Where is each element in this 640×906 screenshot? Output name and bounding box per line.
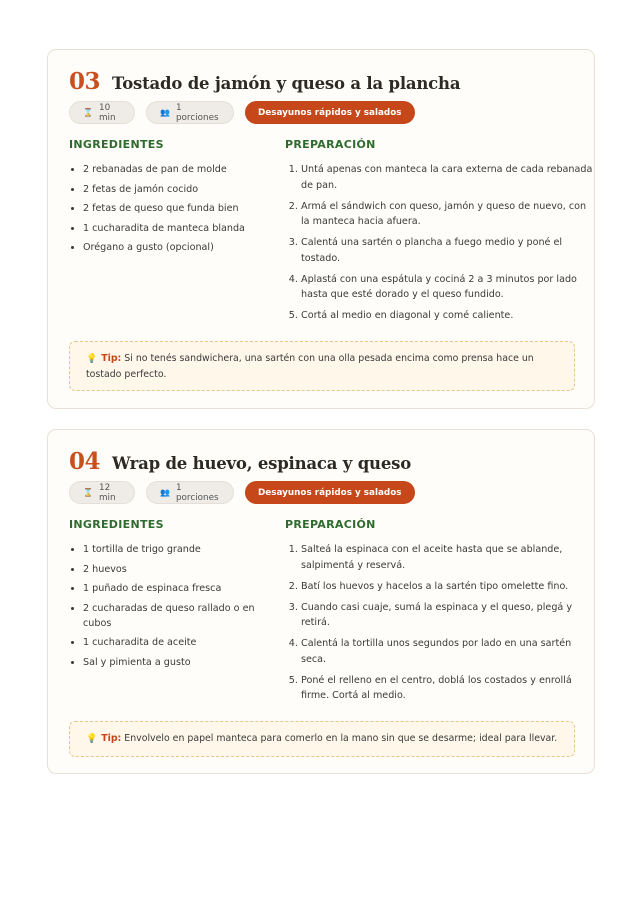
preparation-heading: PREPARACIÓN bbox=[285, 518, 376, 531]
time-chip bbox=[69, 481, 135, 504]
step-item: 5. Cortá al medio en diagonal y comé caliente. bbox=[301, 308, 593, 324]
recipe-card bbox=[47, 49, 595, 409]
people-icon: 👥 bbox=[160, 108, 170, 117]
ingredients-heading: INGREDIENTES bbox=[69, 518, 164, 531]
step-item: 1. Salteá la espinaca con el aceite hasta que se ablande, salpimentá y reservá. bbox=[301, 542, 593, 573]
ingredient-item: • 2 fetas de jamón cocido bbox=[83, 182, 273, 197]
category-badge[interactable] bbox=[245, 101, 415, 124]
ingredients-list bbox=[69, 162, 273, 260]
portions-chip bbox=[146, 481, 234, 504]
tip-label: Tip: bbox=[101, 733, 122, 744]
category-label: Desayunos rápidos y salados bbox=[258, 107, 402, 118]
portions-label: 1 porciones bbox=[175, 102, 219, 123]
tip-box bbox=[69, 341, 575, 391]
ingredients-list bbox=[69, 542, 273, 674]
tip-text: Si no tenés sandwichera, una sartén con una olla pesada encima como prensa hace un tostado perfecto. bbox=[86, 353, 534, 380]
recipe-tags bbox=[69, 101, 415, 124]
step-item: 4. Calentá la tortilla unos segundos por lado en una sartén seca. bbox=[301, 636, 593, 667]
lightbulb-icon: 💡 bbox=[86, 734, 98, 744]
time-label: 10 min bbox=[98, 102, 116, 123]
category-label: Desayunos rápidos y salados bbox=[258, 487, 402, 498]
recipe-header bbox=[69, 68, 460, 95]
portions-chip bbox=[146, 101, 234, 124]
recipe-title: Wrap de huevo, espinaca y queso bbox=[112, 454, 412, 473]
recipe-number: 03 bbox=[69, 68, 101, 95]
step-item: 2. Armá el sándwich con queso, jamón y queso de nuevo, con la manteca hacia afuera. bbox=[301, 199, 593, 230]
recipe-card bbox=[47, 429, 595, 774]
lightbulb-icon: 💡 bbox=[86, 354, 98, 364]
preparation-steps bbox=[285, 542, 593, 709]
timer-icon: ⌛ bbox=[83, 488, 93, 497]
ingredient-item: • Orégano a gusto (opcional) bbox=[83, 240, 273, 255]
recipe-tags bbox=[69, 481, 415, 504]
ingredient-item: • Sal y pimienta a gusto bbox=[83, 655, 273, 670]
time-chip bbox=[69, 101, 135, 124]
people-icon: 👥 bbox=[160, 488, 170, 497]
step-item: 5. Poné el relleno en el centro, doblá los costados y enrollá firme. Cortá al medio. bbox=[301, 673, 593, 704]
tip-label: Tip: bbox=[101, 353, 122, 364]
ingredient-item: • 2 fetas de queso que funda bien bbox=[83, 201, 273, 216]
portions-label: 1 porciones bbox=[175, 482, 219, 503]
ingredient-item: • 2 huevos bbox=[83, 562, 273, 577]
preparation-steps bbox=[285, 162, 593, 329]
step-item: 1. Untá apenas con manteca la cara externa de cada rebanada de pan. bbox=[301, 162, 593, 193]
ingredients-heading: INGREDIENTES bbox=[69, 138, 164, 151]
ingredient-item: • 1 puñado de espinaca fresca bbox=[83, 581, 273, 596]
step-item: 3. Cuando casi cuaje, sumá la espinaca y el queso, plegá y retirá. bbox=[301, 600, 593, 631]
ingredient-item: • 2 rebanadas de pan de molde bbox=[83, 162, 273, 177]
ingredient-item: • 1 cucharadita de aceite bbox=[83, 635, 273, 650]
step-item: 4. Aplastá con una espátula y cociná 2 a 3 minutos por lado hasta que esté dorado y el queso fundido. bbox=[301, 272, 593, 303]
tip-box bbox=[69, 721, 575, 757]
timer-icon: ⌛ bbox=[83, 108, 93, 117]
step-item: 3. Calentá una sartén o plancha a fuego medio y poné el tostado. bbox=[301, 235, 593, 266]
ingredient-item: • 2 cucharadas de queso rallado o en cubos bbox=[83, 601, 273, 631]
step-item: 2. Batí los huevos y hacelos a la sartén tipo omelette fino. bbox=[301, 579, 593, 595]
recipe-header bbox=[69, 448, 411, 475]
ingredient-item: • 1 cucharadita de manteca blanda bbox=[83, 221, 273, 236]
preparation-heading: PREPARACIÓN bbox=[285, 138, 376, 151]
recipe-title: Tostado de jamón y queso a la plancha bbox=[112, 74, 461, 93]
ingredient-item: • 1 tortilla de trigo grande bbox=[83, 542, 273, 557]
recipe-number: 04 bbox=[69, 448, 101, 475]
tip-text: Envolvelo en papel manteca para comerlo en la mano sin que se desarme; ideal para llevar. bbox=[124, 733, 558, 744]
category-badge[interactable] bbox=[245, 481, 415, 504]
time-label: 12 min bbox=[98, 482, 116, 503]
